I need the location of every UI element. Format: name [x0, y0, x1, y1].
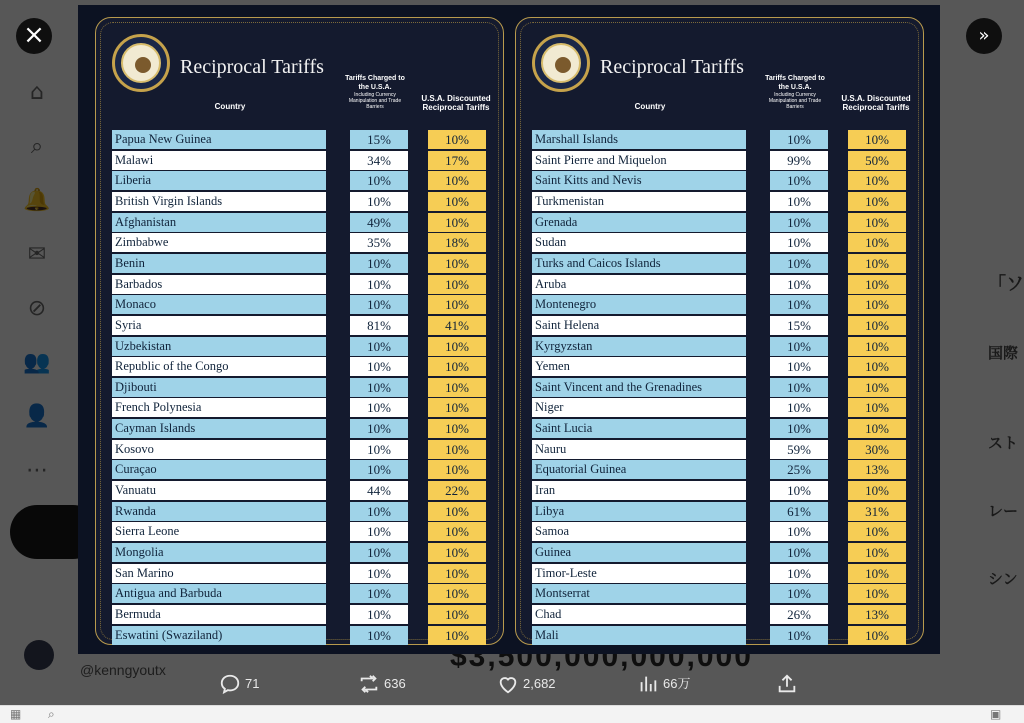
country-cell: Antigua and Barbuda [112, 584, 326, 603]
discount-cell: 10% [848, 357, 906, 376]
charged-cell: 10% [770, 130, 828, 149]
views-count: 66万 [663, 675, 691, 691]
charged-cell: 10% [770, 192, 828, 211]
discount-cell: 10% [428, 502, 486, 521]
header-charged-main: Tariffs Charged to the U.S.A. [765, 75, 825, 91]
reply-icon [219, 673, 241, 695]
header-charged-sub: Including Currency Manipulation and Trade Barriers [348, 92, 402, 110]
discount-cell: 10% [428, 130, 486, 149]
tariff-row [112, 357, 498, 376]
charged-cell: 25% [770, 460, 828, 479]
country-cell: Samoa [532, 522, 746, 541]
charged-cell: 10% [770, 584, 828, 603]
tariff-row [112, 543, 498, 562]
search-icon[interactable]: ⌕ [48, 707, 55, 721]
charged-cell: 34% [350, 151, 408, 170]
country-cell: San Marino [112, 564, 326, 583]
country-cell: Saint Lucia [532, 419, 746, 438]
country-cell: Mongolia [112, 543, 326, 562]
header-charged-main: Tariffs Charged to the U.S.A. [345, 75, 405, 91]
tariff-row [532, 419, 918, 438]
repost-button[interactable] [358, 672, 406, 694]
tariff-row [532, 584, 918, 603]
tariff-row [532, 213, 918, 232]
charged-cell: 10% [770, 171, 828, 190]
country-cell: Monaco [112, 295, 326, 314]
charged-cell: 10% [350, 295, 408, 314]
charged-cell: 10% [770, 357, 828, 376]
tariff-row [532, 460, 918, 479]
charged-cell: 10% [770, 337, 828, 356]
charged-cell: 10% [770, 626, 828, 645]
country-cell: Afghanistan [112, 213, 326, 232]
discount-cell: 10% [428, 192, 486, 211]
country-cell: Iran [532, 481, 746, 500]
country-cell: Montenegro [532, 295, 746, 314]
country-cell: Chad [532, 605, 746, 624]
discount-cell: 10% [848, 275, 906, 294]
views-button[interactable] [637, 672, 690, 694]
tariff-row [532, 502, 918, 521]
country-cell: Uzbekistan [112, 337, 326, 356]
discount-cell: 10% [848, 130, 906, 149]
charged-cell: 10% [770, 213, 828, 232]
tariff-row [112, 564, 498, 583]
discount-cell: 31% [848, 502, 906, 521]
discount-cell: 10% [848, 419, 906, 438]
charged-cell: 10% [350, 564, 408, 583]
discount-cell: 10% [848, 213, 906, 232]
charged-cell: 10% [350, 605, 408, 624]
charged-cell: 10% [770, 543, 828, 562]
charged-cell: 10% [770, 522, 828, 541]
discount-cell: 10% [848, 171, 906, 190]
tariff-row [532, 254, 918, 273]
discount-cell: 10% [428, 419, 486, 438]
discount-cell: 10% [428, 275, 486, 294]
tariff-row [112, 398, 498, 417]
tariff-row [112, 151, 498, 170]
discount-cell: 10% [848, 564, 906, 583]
charged-cell: 10% [770, 233, 828, 252]
bar-chart-icon [637, 673, 659, 695]
charged-cell: 10% [350, 275, 408, 294]
tariff-row [532, 192, 918, 211]
charged-cell: 15% [770, 316, 828, 335]
tariff-row [532, 440, 918, 459]
discount-cell: 10% [848, 192, 906, 211]
like-button[interactable] [497, 672, 556, 694]
country-cell: Turks and Caicos Islands [532, 254, 746, 273]
country-cell: Niger [532, 398, 746, 417]
country-cell: Marshall Islands [532, 130, 746, 149]
share-icon [776, 673, 798, 695]
country-cell: Timor-Leste [532, 564, 746, 583]
country-cell: Liberia [112, 171, 326, 190]
discount-cell: 10% [848, 378, 906, 397]
charged-cell: 26% [770, 605, 828, 624]
discount-cell: 10% [428, 626, 486, 645]
country-cell: Sierra Leone [112, 522, 326, 541]
header-charged-sub: Including Currency Manipulation and Trade Barriers [768, 92, 822, 110]
discount-cell: 10% [848, 316, 906, 335]
charged-cell: 10% [350, 440, 408, 459]
discount-cell: 10% [848, 295, 906, 314]
country-cell: Mali [532, 626, 746, 645]
tab-icon[interactable]: ▣ [990, 707, 1002, 721]
tariff-panel-left [95, 17, 504, 645]
footer-bar [0, 705, 1024, 723]
country-cell: Guinea [532, 543, 746, 562]
charged-cell: 10% [770, 398, 828, 417]
country-cell: Rwanda [112, 502, 326, 521]
tariff-row [532, 295, 918, 314]
charged-cell: 35% [350, 233, 408, 252]
tariff-row [532, 481, 918, 500]
country-cell: Montserrat [532, 584, 746, 603]
tariff-row [532, 151, 918, 170]
tariff-row [532, 233, 918, 252]
tariff-row [112, 254, 498, 273]
discount-cell: 10% [848, 398, 906, 417]
header-discount: U.S.A. Discounted Reciprocal Tariffs [421, 94, 491, 112]
discount-cell: 10% [428, 440, 486, 459]
discount-cell: 10% [428, 584, 486, 603]
charged-cell: 10% [350, 254, 408, 273]
country-cell: Papua New Guinea [112, 130, 326, 149]
tariff-row [112, 130, 498, 149]
tariff-row [532, 171, 918, 190]
header-country: Country [214, 102, 246, 111]
country-cell: Zimbabwe [112, 233, 326, 252]
country-cell: Malawi [112, 151, 326, 170]
expand-sidebar-button[interactable]: » [966, 18, 1002, 54]
charged-cell: 10% [350, 522, 408, 541]
share-button[interactable] [776, 672, 798, 694]
charged-cell: 99% [770, 151, 828, 170]
charged-cell: 10% [350, 626, 408, 645]
tariff-row [112, 584, 498, 603]
country-cell: Nauru [532, 440, 746, 459]
discount-cell: 30% [848, 440, 906, 459]
charged-cell: 10% [770, 564, 828, 583]
discount-cell: 10% [848, 584, 906, 603]
tariff-row [112, 378, 498, 397]
tariff-row [532, 357, 918, 376]
charged-cell: 10% [770, 419, 828, 438]
tariff-row [112, 419, 498, 438]
tariff-row [532, 564, 918, 583]
tariff-row [532, 275, 918, 294]
country-cell: Djibouti [112, 378, 326, 397]
country-cell: Grenada [532, 213, 746, 232]
country-cell: Bermuda [112, 605, 326, 624]
discount-cell: 10% [848, 481, 906, 500]
charged-cell: 49% [350, 213, 408, 232]
country-cell: French Polynesia [112, 398, 326, 417]
discount-cell: 10% [848, 337, 906, 356]
close-button[interactable]: × [16, 18, 52, 54]
repost-count: 636 [384, 675, 406, 691]
tariff-row [112, 192, 498, 211]
tariff-row [532, 605, 918, 624]
charged-cell: 10% [770, 275, 828, 294]
country-cell: Sudan [532, 233, 746, 252]
discount-cell: 10% [428, 564, 486, 583]
country-cell: Turkmenistan [532, 192, 746, 211]
discount-cell: 10% [428, 254, 486, 273]
discount-cell: 10% [428, 337, 486, 356]
discount-cell: 10% [428, 522, 486, 541]
charged-cell: 10% [350, 337, 408, 356]
charged-cell: 10% [350, 378, 408, 397]
tariff-row [112, 481, 498, 500]
country-cell: Equatorial Guinea [532, 460, 746, 479]
charged-cell: 59% [770, 440, 828, 459]
country-cell: Kyrgyzstan [532, 337, 746, 356]
tariff-row [112, 316, 498, 335]
tariff-row [112, 605, 498, 624]
discount-cell: 17% [428, 151, 486, 170]
header-discount: U.S.A. Discounted Reciprocal Tariffs [841, 94, 911, 112]
discount-cell: 10% [428, 460, 486, 479]
discount-cell: 13% [848, 605, 906, 624]
country-cell: Eswatini (Swaziland) [112, 626, 326, 645]
country-cell: Libya [532, 502, 746, 521]
discount-cell: 10% [428, 357, 486, 376]
discount-cell: 10% [428, 171, 486, 190]
tariff-panel-right [515, 17, 924, 645]
charged-cell: 44% [350, 481, 408, 500]
tariff-row [112, 295, 498, 314]
tariff-row [532, 316, 918, 335]
charged-cell: 10% [350, 398, 408, 417]
country-cell: Benin [112, 254, 326, 273]
heart-icon [497, 673, 519, 695]
charged-cell: 10% [350, 171, 408, 190]
country-cell: Kosovo [112, 440, 326, 459]
tariff-image [78, 5, 940, 654]
presidential-seal-icon [112, 34, 170, 92]
discount-cell: 10% [428, 398, 486, 417]
tariff-row [112, 440, 498, 459]
charged-cell: 10% [770, 295, 828, 314]
tariff-row [532, 337, 918, 356]
charged-cell: 10% [770, 378, 828, 397]
country-cell: Cayman Islands [112, 419, 326, 438]
tariff-row [112, 275, 498, 294]
country-cell: Aruba [532, 275, 746, 294]
discount-cell: 22% [428, 481, 486, 500]
country-cell: Vanuatu [112, 481, 326, 500]
tariff-row [112, 213, 498, 232]
charged-cell: 81% [350, 316, 408, 335]
grid-icon[interactable]: ▦ [10, 707, 22, 721]
tariff-row [532, 378, 918, 397]
discount-cell: 50% [848, 151, 906, 170]
discount-cell: 10% [428, 213, 486, 232]
discount-cell: 10% [848, 522, 906, 541]
charged-cell: 10% [350, 502, 408, 521]
discount-cell: 10% [848, 254, 906, 273]
tariff-row [532, 398, 918, 417]
like-count: 2,682 [523, 675, 556, 691]
charged-cell: 10% [350, 460, 408, 479]
tariff-row [532, 543, 918, 562]
tariff-row [532, 626, 918, 645]
tariff-row [532, 130, 918, 149]
discount-cell: 10% [428, 378, 486, 397]
discount-cell: 41% [428, 316, 486, 335]
discount-cell: 18% [428, 233, 486, 252]
tariff-row [112, 171, 498, 190]
charged-cell: 10% [770, 481, 828, 500]
charged-cell: 10% [350, 192, 408, 211]
country-cell: Republic of the Congo [112, 357, 326, 376]
repost-icon [358, 673, 380, 695]
discount-cell: 10% [428, 605, 486, 624]
country-cell: Saint Pierre and Miquelon [532, 151, 746, 170]
tariff-row [112, 626, 498, 645]
country-cell: Saint Helena [532, 316, 746, 335]
country-cell: Barbados [112, 275, 326, 294]
header-charged [760, 74, 830, 110]
discount-cell: 10% [428, 543, 486, 562]
discount-cell: 10% [848, 233, 906, 252]
charged-cell: 15% [350, 130, 408, 149]
country-cell: Saint Vincent and the Grenadines [532, 378, 746, 397]
reply-button[interactable] [219, 672, 259, 694]
header-country: Country [634, 102, 666, 111]
country-cell: Yemen [532, 357, 746, 376]
charged-cell: 10% [350, 584, 408, 603]
tariff-row [112, 522, 498, 541]
discount-cell: 10% [848, 543, 906, 562]
charged-cell: 61% [770, 502, 828, 521]
discount-cell: 10% [428, 295, 486, 314]
presidential-seal-icon [532, 34, 590, 92]
charged-cell: 10% [350, 419, 408, 438]
tariff-row [112, 337, 498, 356]
tariff-row [112, 233, 498, 252]
country-cell: British Virgin Islands [112, 192, 326, 211]
tariff-row [532, 522, 918, 541]
discount-cell: 13% [848, 460, 906, 479]
panel-title: Reciprocal Tariffs [600, 56, 744, 78]
reply-count: 71 [245, 675, 260, 691]
tariff-row [112, 460, 498, 479]
header-charged [340, 74, 410, 110]
country-cell: Saint Kitts and Nevis [532, 171, 746, 190]
discount-cell: 10% [848, 626, 906, 645]
country-cell: Syria [112, 316, 326, 335]
charged-cell: 10% [350, 543, 408, 562]
panel-title: Reciprocal Tariffs [180, 56, 324, 78]
charged-cell: 10% [350, 357, 408, 376]
tariff-row [112, 502, 498, 521]
country-cell: Curaçao [112, 460, 326, 479]
charged-cell: 10% [770, 254, 828, 273]
